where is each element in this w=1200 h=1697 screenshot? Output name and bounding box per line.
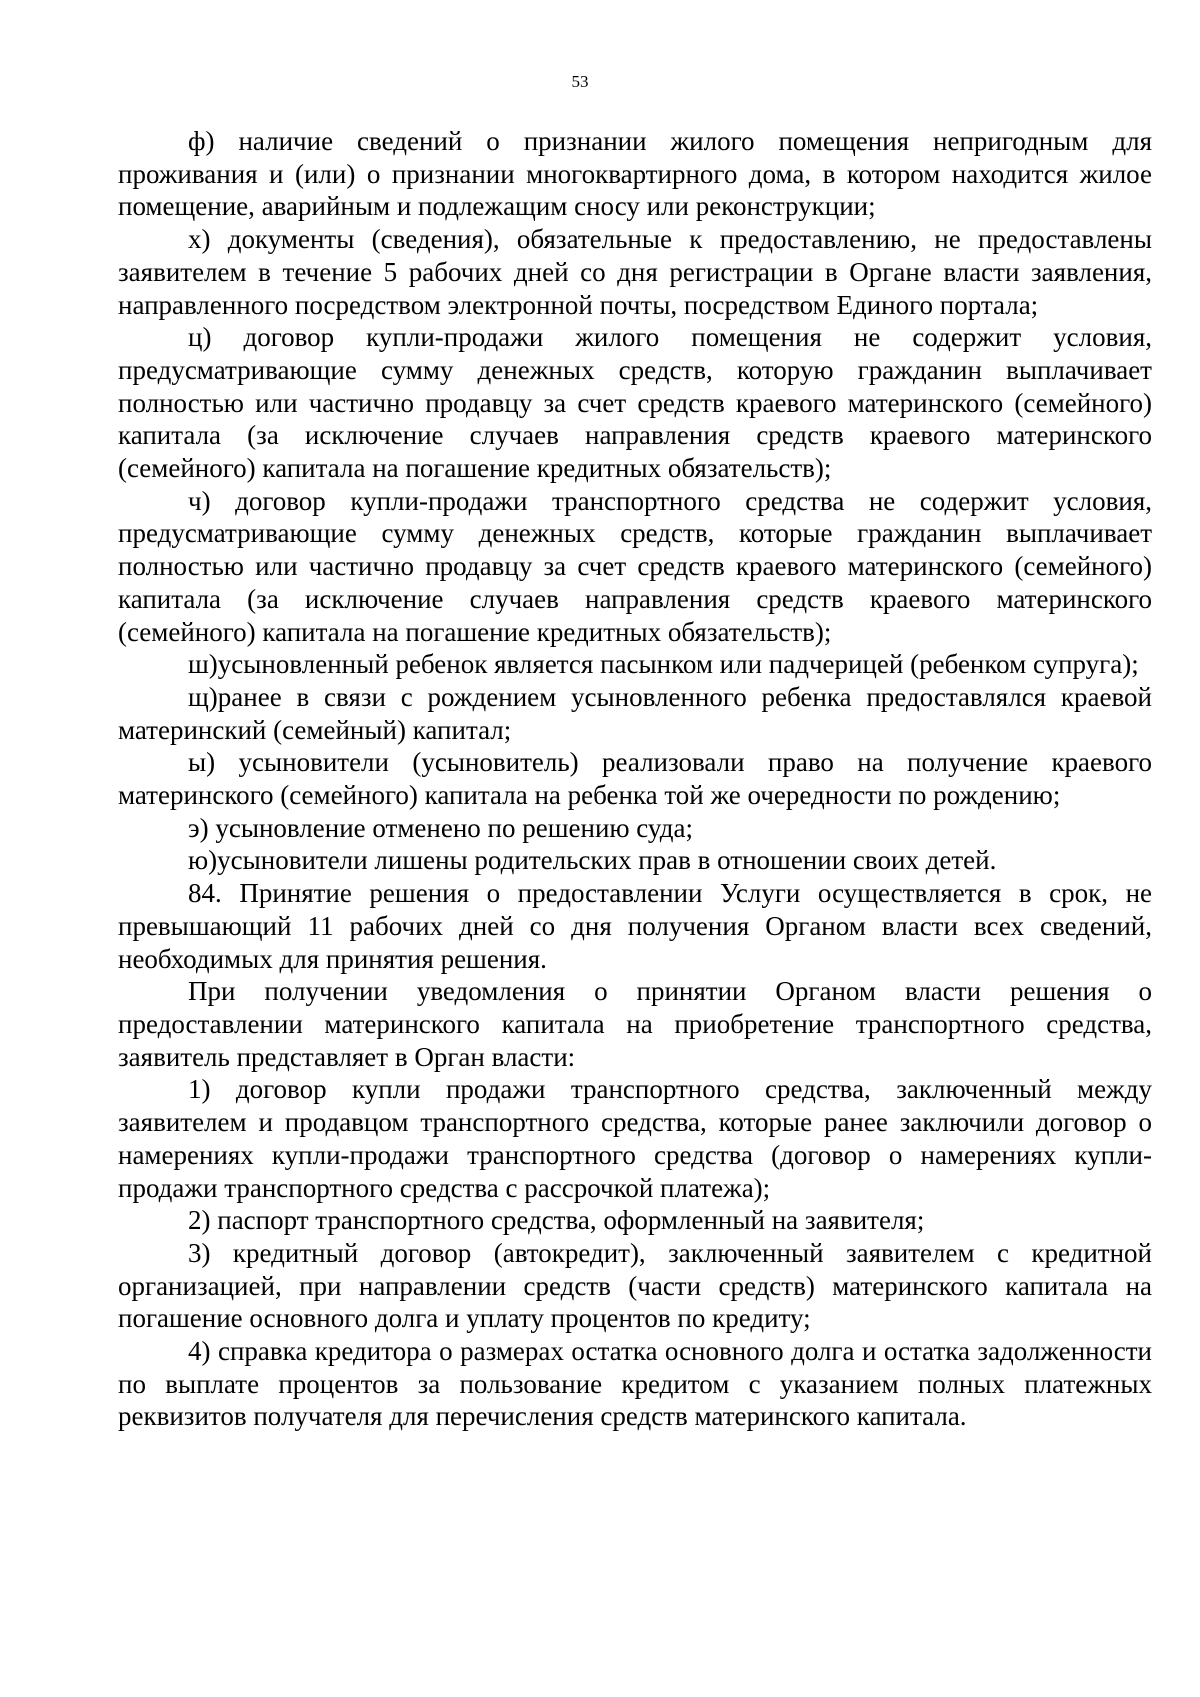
paragraph-item-shch: щ)ранее в связи с рождением усыновленного ребенка предоставлялся краевой материнский (семейный) капитал; — [118, 681, 1152, 745]
paragraph-item-kh: х) документы (сведения), обязательные к предоставлению, не предоставлены заявителем в течение 5 рабочих дней со дня регистрации в Органе власти заявления, направленного посредством электронной почты, посредством Единого портала; — [118, 224, 1152, 320]
document-body — [118, 125, 1152, 1433]
paragraph-list-item-1: 1) договор купли продажи транспортного средства, заключенный между заявителем и продавцом транспортного средства, которые ранее заключили договор о намерениях купли-продажи транспортного средства (договор о намерениях купли-продажи транспортного средства с рассрочкой платежа); — [118, 1074, 1152, 1203]
paragraph-list-item-2: 2) паспорт транспортного средства, оформленный на заявителя; — [188, 1205, 925, 1236]
paragraph-item-y: ы) усыновители (усыновитель) реализовали право на получение краевого материнского (семейного) капитала на ребенка той же очередности по рождению; — [118, 747, 1152, 811]
page-number: 53 — [571, 72, 589, 91]
paragraph-clause-84: 84. Принятие решения о предоставлении Услуги осуществляется в срок, не превышающий 11 рабочих дней со дня получения Органом власти всех сведений, необходимых для принятия решения. — [118, 878, 1152, 974]
paragraph-item-sh: ш)усыновленный ребенок является пасынком или падчерицей (ребенком супруга); — [188, 649, 1139, 680]
paragraph-item-f: ф) наличие сведений о признании жилого помещения непригодным для проживания и (или) о признании многоквартирного дома, в котором находится жилое помещение, аварийным и подлежащим сносу или реконструкции; — [118, 126, 1152, 222]
paragraph-notification: При получении уведомления о принятии Органом власти решения о предоставлении материнского капитала на приобретение транспортного средства, заявитель представляет в Орган власти: — [118, 976, 1152, 1072]
paragraph-list-item-3: 3) кредитный договор (автокредит), заключенный заявителем с кредитной организацией, при направлении средств (части средств) материнского капитала на погашение основного долга и уплату процентов по кредиту; — [118, 1237, 1152, 1334]
paragraph-item-yu: ю)усыновители лишены родительских прав в отношении своих детей. — [188, 845, 997, 876]
paragraph-item-ts: ц) договор купли-продажи жилого помещения не содержит условия, предусматривающие сумму денежных средств, которую гражданин выплачивает полностью или частично продавцу за счет средств краевого материнского (семейного) капитала (за исключение случаев направления средств краевого материнского (семейного) капитала на погашение кредитных обязательств); — [118, 322, 1152, 484]
paragraph-list-item-4: 4) справка кредитора о размерах остатка основного долга и остатка задолженности по выплате процентов за пользование кредитом с указанием полных платежных реквизитов получателя для перечисления средств материнского капитала. — [118, 1336, 1152, 1432]
paragraph-item-ch: ч) договор купли-продажи транспортного средства не содержит условия, предусматривающие сумму денежных средств, которые гражданин выплачивает полностью или частично продавцу за счет средств краевого материнского (семейного) капитала (за исключение случаев направления средств краевого материнского (семейного) капитала на погашение кредитных обязательств); — [118, 485, 1152, 647]
paragraph-item-e: э) усыновление отменено по решению суда; — [188, 812, 693, 843]
